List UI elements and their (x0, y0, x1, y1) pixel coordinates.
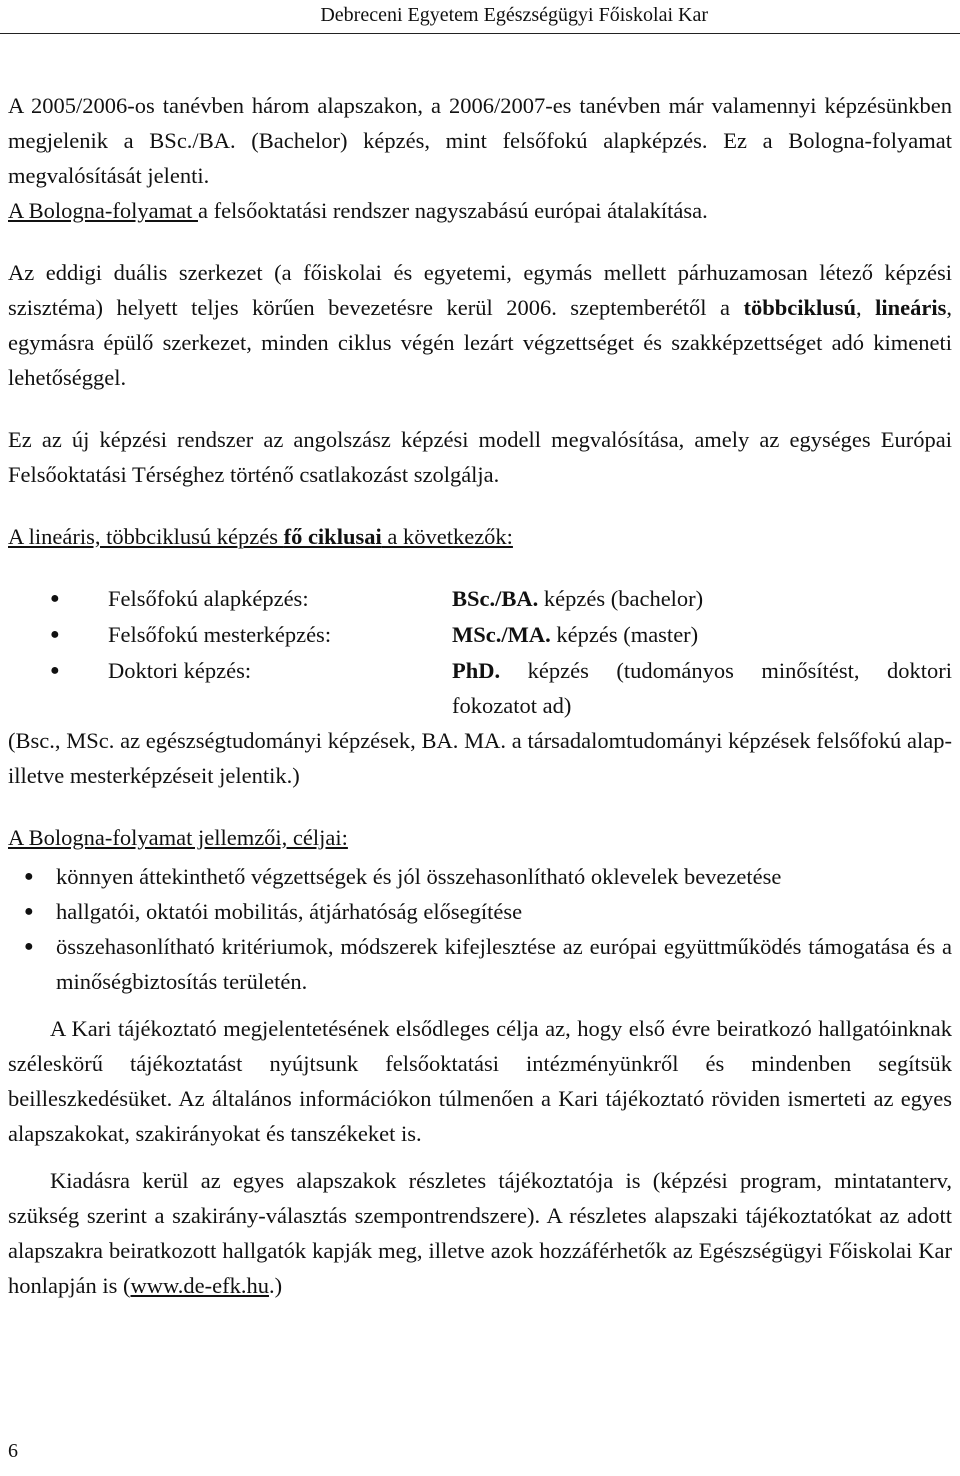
degree-value (452, 581, 952, 616)
degree-item (8, 581, 952, 617)
degree-label: Doktori képzés: (108, 658, 252, 683)
running-header (0, 0, 960, 34)
page-content (8, 88, 952, 1303)
degree-value (452, 653, 952, 723)
model-paragraph: Ez az új képzési rendszer az angolszász képzési modell megvalósítása, amely az egységes Európai Felsőoktatási Térséghez történő csatlakozást szolgálja. (8, 427, 952, 487)
publication-text: Kiadásra kerül az egyes alapszakok részletes tájékoztatója is (képzési program, mintatanterv, szükség szerint a szakirány-választás szempontrendszere). A részletes alapszaki tájékoztatókat az adott alapszakra beiratkozott hallgatók kapják meg, illetve azok hozzáférhetők az Egészségügyi Főiskolai Kar honlapján is ( (8, 1168, 952, 1298)
degree-desc: képzés (bachelor) (538, 586, 704, 611)
degree-abbrev: MSc./MA. (452, 622, 551, 647)
structure-paragraph (8, 255, 952, 395)
cycles-heading (8, 519, 952, 554)
bold-multicycle: többciklusú (743, 295, 857, 320)
cycles-heading-end: a következők: (381, 524, 513, 549)
feature-item (8, 894, 952, 929)
intro-paragraph (8, 88, 952, 228)
bullet-icon: ● (50, 626, 60, 643)
page-number: 6 (8, 1440, 18, 1462)
structure-text: Az eddigi duális szerkezet (a főiskolai és egyetemi, egymás mellett párhuzamosan létező képzési szisztéma) helyett teljes körűen bevezetésre kerül 2006. szeptemberétől a (8, 260, 952, 320)
degree-label: Felsőfokú mesterképzés: (108, 622, 332, 647)
feature-item (8, 859, 952, 894)
degree-abbrev: PhD. (452, 658, 501, 683)
bullet-icon: ● (24, 903, 34, 920)
features-heading (8, 820, 952, 855)
website-link[interactable]: www.de-efk.hu (130, 1273, 269, 1298)
feature-text: hallgatói, oktatói mobilitás, átjárhatóság elősegítése (56, 899, 523, 924)
features-list (8, 859, 952, 999)
bullet-icon: ● (50, 590, 60, 607)
bullet-icon: ● (24, 868, 34, 885)
degree-desc: képzés (master) (550, 622, 699, 647)
degree-item (8, 617, 952, 653)
header-title: Debreceni Egyetem Egészségügyi Főiskolai Kar (320, 4, 708, 26)
degree-desc: képzés (tudományos minősítést, doktori fokozatot ad) (452, 658, 952, 718)
intro-text-end: a felsőoktatási rendszer nagyszabású európai átalakítása. (197, 198, 708, 223)
bologna-underlined: A Bologna-folyamat (8, 198, 198, 223)
bold-linear: lineáris (875, 295, 947, 320)
feature-text: könnyen áttekinthető végzettségek és jól összehasonlítható oklevelek bevezetése (56, 864, 782, 889)
degree-list (8, 581, 952, 723)
features-heading-text: A Bologna-folyamat jellemzői, céljai: (8, 825, 348, 850)
intro-text: A 2005/2006-os tanévben három alapszakon, a 2006/2007-es tanévben már valamennyi képzésünkben megjelenik a BSc./BA. (Bachelor) képzés, mint felsőfokú alapképzés. Ez a Bologna-folyamat megvalósítását jelenti. (8, 93, 952, 188)
bullet-icon: ● (24, 938, 34, 955)
info-paragraph: A Kari tájékoztató megjelentetésének elsődleges célja az, hogy első évre beiratkozó hallgatóinknak széleskörű tájékoztatást nyújtsunk felsőoktatási intézményünkről és mindenben segítsük beilleszkedésüket. Az általános információkon túlmenően a Kari tájékoztató röviden ismerteti az egyes alapszakokat, szakirányokat és tanszékeket is. (8, 1016, 952, 1146)
publication-text-end: .) (268, 1273, 283, 1298)
structure-text-end: , egymásra épülő szerkezet, minden ciklus végén lezárt végzettséget és szakképzettséget adó kimeneti lehetőséggel. (8, 295, 952, 390)
degree-item (8, 653, 952, 723)
cycles-heading-bold: fő ciklusai (283, 524, 382, 549)
publication-paragraph (8, 1163, 952, 1303)
feature-text: összehasonlítható kritériumok, módszerek kifejlesztése az európai együttműködés támogatása és a minőségbiztosítás területén. (56, 934, 952, 994)
cycles-heading-text: A lineáris, többciklusú képzés (8, 524, 284, 549)
feature-item (8, 929, 952, 999)
degree-abbrev: BSc./BA. (452, 586, 539, 611)
bullet-icon: ● (50, 662, 60, 679)
degrees-note: (Bsc., MSc. az egészségtudományi képzések, BA. MA. a társadalomtudományi képzések felsőfokú alap- illetve mesterképzéseit jelentik.) (8, 728, 952, 788)
comma: , (856, 295, 876, 320)
degree-label: Felsőfokú alapképzés: (108, 586, 309, 611)
degree-value (452, 617, 952, 652)
